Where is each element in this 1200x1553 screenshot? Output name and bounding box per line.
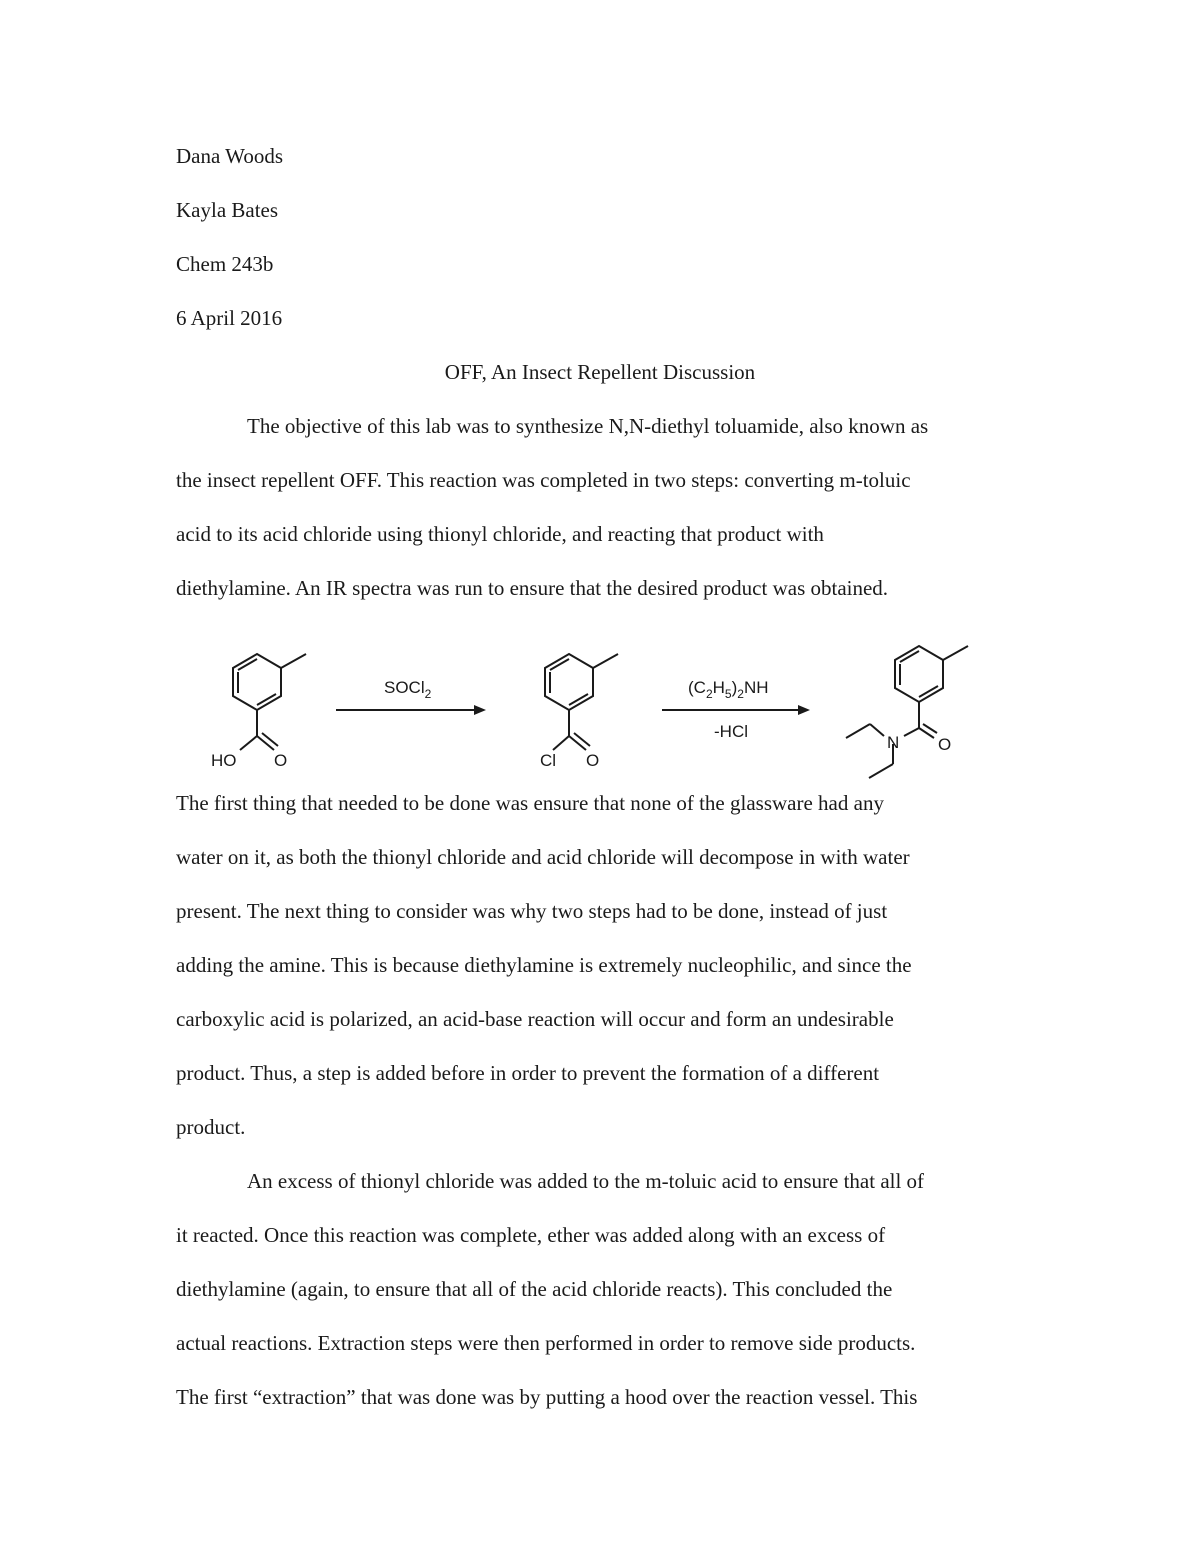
paragraph-2-line-6: product. Thus, a step is added before in order to prevent the formation of a different (176, 1061, 880, 1085)
document-title: OFF, An Insect Repellent Discussion (444, 360, 756, 384)
author-name-2: Kayla Bates (176, 198, 279, 222)
step2-reagent: $(C_2H_5)_2NH$ (688, 678, 769, 701)
paragraph-3-line-5: The first “extraction” that was done was by putting a hood over the reaction vessel. This (176, 1385, 918, 1409)
document-date: 6 April 2016 (176, 306, 283, 330)
paragraph-1-line-1: The objective of this lab was to synthesize N,N-diethyl toluamide, also known as (247, 414, 929, 438)
paragraph-2-line-7: product. (176, 1115, 246, 1139)
deet-structure (846, 646, 968, 778)
reactant-hydroxyl-label: HO (211, 751, 237, 770)
paragraph-2-line-1: The first thing that needed to be done was ensure that none of the glassware had any (176, 791, 884, 815)
paragraph-2-line-3: present. The next thing to consider was why two steps had to be done, instead of just (176, 899, 888, 923)
intermediate-chlorine-label: Cl (540, 751, 557, 770)
paragraph-2-line-4: adding the amine. This is because diethylamine is extremely nucleophilic, and since the (176, 953, 912, 977)
author-name-1: Dana Woods (176, 144, 283, 168)
acid-chloride-structure (545, 654, 618, 750)
paragraph-2-line-5: carboxylic acid is polarized, an acid-base reaction will occur and form an undesirable (176, 1007, 894, 1031)
product-oxygen-label: O (938, 735, 952, 754)
paragraph-3-line-2: it reacted. Once this reaction was complete, ether was added along with an excess of (176, 1223, 886, 1247)
product-nitrogen-label: N (887, 733, 900, 752)
paragraph-3-line-1: An excess of thionyl chloride was added to the m-toluic acid to ensure that all of (247, 1169, 925, 1193)
reaction-scheme (196, 632, 1016, 792)
paragraph-2-line-2: water on it, as both the thionyl chloride and acid chloride will decompose in with water (176, 845, 910, 869)
paragraph-1-line-3: acid to its acid chloride using thionyl chloride, and reacting that product with (176, 522, 824, 546)
reactant-oxygen-label: O (274, 751, 288, 770)
paragraph-1-line-2: the insect repellent OFF. This reaction was completed in two steps: converting m-toluic (176, 468, 911, 492)
step1-reagent: SOCl$_2$ (384, 678, 432, 701)
intermediate-oxygen-label: O (586, 751, 600, 770)
paragraph-3-line-3: diethylamine (again, to ensure that all of the acid chloride reacts). This concluded the (176, 1277, 893, 1301)
step2-byproduct: -HCl (714, 722, 748, 741)
m-toluic-acid-structure (233, 654, 306, 750)
course-name: Chem 243b (176, 252, 274, 276)
paragraph-3-line-4: actual reactions. Extraction steps were then performed in order to remove side products. (176, 1331, 916, 1355)
paragraph-1-line-4: diethylamine. An IR spectra was run to ensure that the desired product was obtained. (176, 576, 889, 600)
